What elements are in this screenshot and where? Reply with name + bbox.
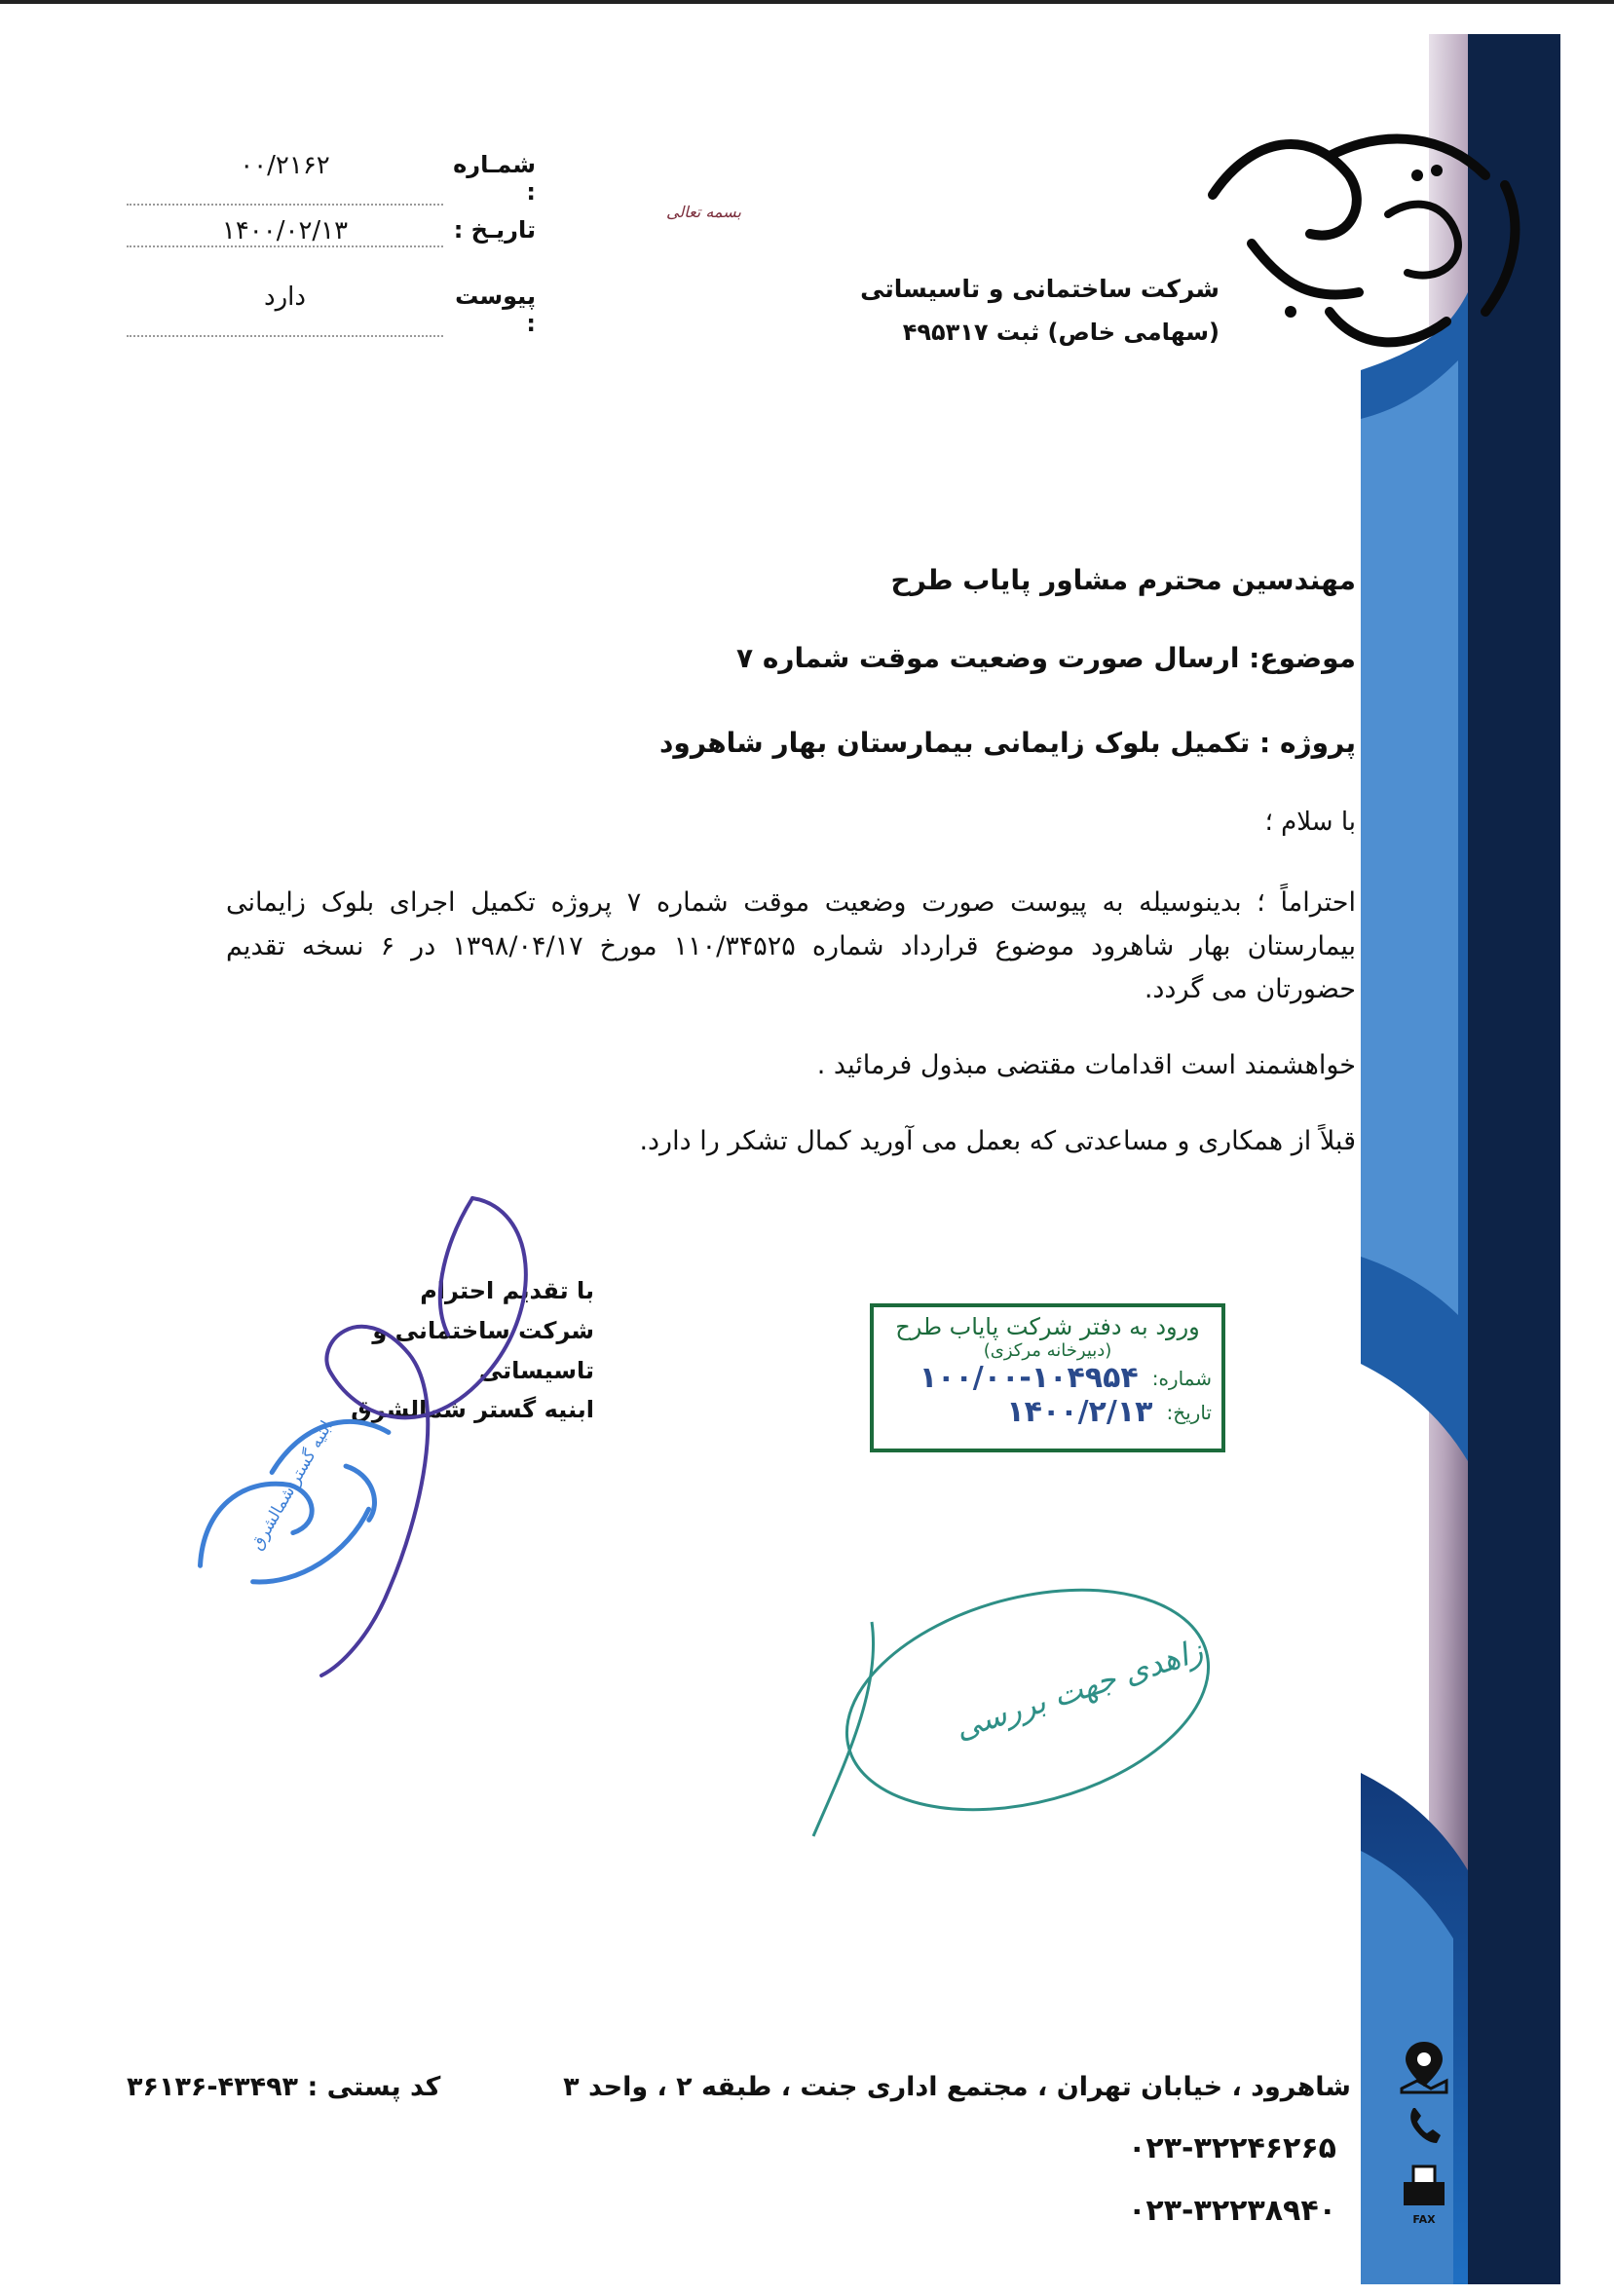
footer-address: شاهرود ، خیابان تهران ، مجتمع اداری جنت ، طبقه ۲ ، واحد ۳ [563, 2072, 1351, 2102]
greeting: با سلام ؛ [1264, 808, 1356, 837]
letter-number-row [127, 151, 536, 206]
paragraph-1: احتراماً ؛ بدینوسیله به پیوست صورت وضعیت موقت شماره ۷ پروژه تکمیل اجرای بلوک زایمانی بیمارستان بهار شاهرود موضوع قرارداد شماره ۱۱۰/۳۴۵۲۵ مورخ ۱۳۹۸/۰۴/۱۷ در ۶ نسخه تقدیم حضورتان می گردد. [226, 887, 1357, 1005]
stamp-number-value: ۱۰۰/۰۰-۱۰۴۹۵۴ [919, 1361, 1139, 1395]
paragraph-3: قبلاً از همکاری و مساعدتی که بعمل می آورید کمال تشکر را دارد. [639, 1126, 1356, 1156]
company-logo [1193, 117, 1554, 370]
stamp-number-label: شماره: [1151, 1366, 1212, 1390]
fax-icon-label: FAX [1412, 2213, 1436, 2226]
received-stamp [870, 1303, 1225, 1452]
letter-attachment-row [127, 282, 536, 337]
bismillah: بسمه تعالی [666, 203, 741, 221]
attachment-label: پیوست : [455, 282, 536, 337]
company-subtitle: شرکت ساختمانی و تاسیساتی [860, 275, 1220, 303]
recipient: مهندسین محترم مشاور پایاب طرح [890, 564, 1356, 596]
signature-line-2: شرکت ساختمانی و تاسیساتی [372, 1316, 594, 1384]
footer-postal [127, 2072, 440, 2102]
location-icon [1400, 2038, 1448, 2094]
stamp-date-label: تاریخ: [1166, 1400, 1212, 1424]
fax-icon [1400, 2164, 1448, 2226]
footer-fax: ۰۲۳-۳۲۲۳۸۹۴۰ [1128, 2194, 1336, 2228]
phone-icon [1406, 2104, 1445, 2147]
footer-phone: ۰۲۳-۳۲۲۴۶۲۶۵ [1128, 2131, 1336, 2165]
company-registration: (سهامی خاص) ثبت ۴۹۵۳۱۷ [902, 319, 1220, 346]
signature-line-3: ابنیه گستر شمالشرق [351, 1396, 594, 1424]
postal-value: ۴۳۴۹۳-۳۶۱۳۶ [127, 2072, 299, 2102]
date-label: تاریـخ : [453, 216, 536, 244]
date-value: ۱۴۰۰/۰۲/۱۳ [127, 216, 443, 247]
number-label: شمـاره : [453, 151, 536, 206]
logo-icon [1193, 117, 1554, 370]
number-value: ۰۰/۲۱۶۲ [127, 151, 443, 206]
fax-machine-icon [1400, 2164, 1448, 2209]
signature-scribble [302, 1179, 555, 1685]
letter-date-row [127, 216, 536, 247]
stamp-number-row [883, 1361, 1212, 1395]
paragraph-2: خواهشمند است اقدامات مقتضی مبذول فرمائید . [816, 1050, 1356, 1080]
subject: موضوع: ارسال صورت وضعیت موقت شماره ۷ [735, 642, 1356, 674]
stamp-date-row [883, 1395, 1212, 1429]
attachment-value: دارد [127, 282, 443, 337]
handwritten-note [804, 1573, 1222, 1851]
postal-label: کد پستی : [307, 2072, 441, 2102]
stamp-title: ورود به دفتر شرکت پایاب طرح [895, 1313, 1200, 1340]
stamp-date-value: ۱۴۰۰/۲/۱۳ [1006, 1395, 1153, 1429]
seal-text: ابنیه گستر شمالشرق [246, 1417, 337, 1554]
project: پروژه : تکمیل بلوک زایمانی بیمارستان بهار شاهرود [659, 727, 1356, 759]
stamp-subtitle: (دبیرخانه مرکزی) [983, 1340, 1112, 1361]
note-text: زاهدی جهت بررسی [950, 1632, 1208, 1747]
signature-line-1: با تقدیم احترام [420, 1277, 594, 1304]
